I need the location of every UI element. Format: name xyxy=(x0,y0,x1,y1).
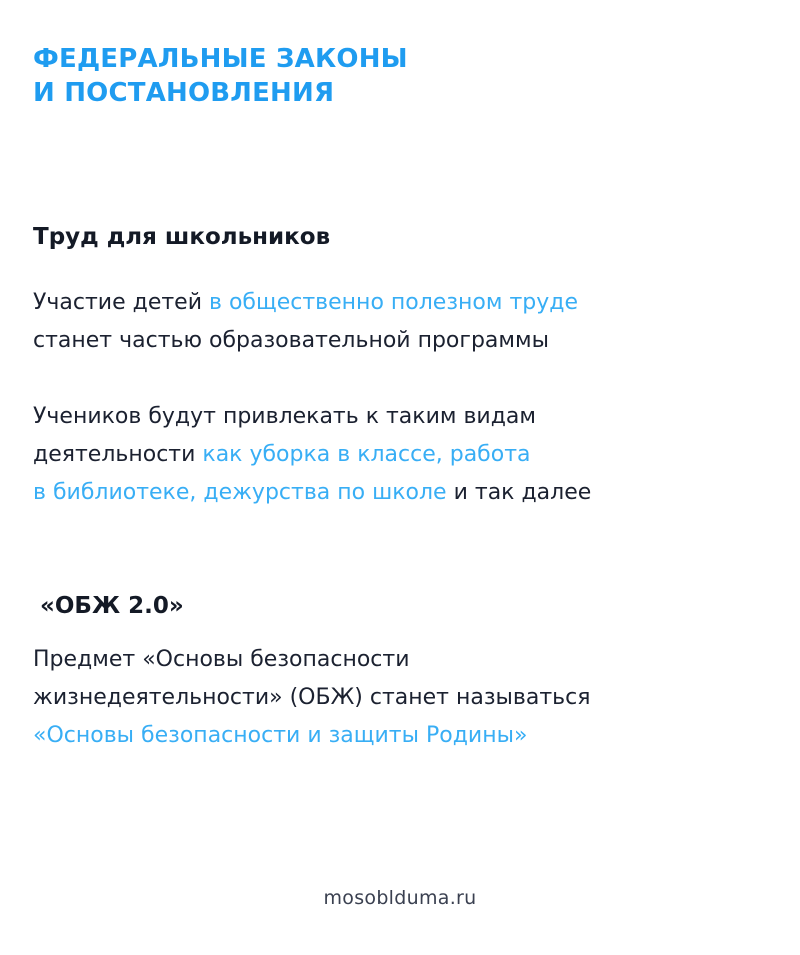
page-title-line-1: ФЕДЕРАЛЬНЫЕ ЗАКОНЫ xyxy=(33,44,408,74)
paragraph-obzh-rename xyxy=(33,641,590,755)
text-line xyxy=(33,436,591,474)
text-line: жизнедеятельности» (ОБЖ) станет называться xyxy=(33,685,591,710)
page-title-line-2: И ПОСТАНОВЛЕНИЯ xyxy=(33,78,335,108)
text-plain: и так далее xyxy=(446,480,592,505)
page-title xyxy=(33,42,408,110)
text-highlight: в библиотеке, дежурства по школе xyxy=(33,480,447,505)
text-plain: деятельности xyxy=(33,442,203,467)
text-line xyxy=(33,284,578,322)
text-highlight: как уборка в классе, работа xyxy=(202,442,531,467)
text-line: Предмет «Основы безопасности xyxy=(33,647,410,672)
text-line: Учеников будут привлекать к таким видам xyxy=(33,404,537,429)
text-line xyxy=(33,474,591,512)
section-title-obzh: «ОБЖ 2.0» xyxy=(40,593,184,619)
text-highlight: «Основы безопасности и защиты Родины» xyxy=(33,723,528,748)
text-plain: Участие детей xyxy=(33,290,210,315)
text-highlight: в общественно полезном труде xyxy=(209,290,579,315)
section-title-school-labor: Труд для школьников xyxy=(33,224,331,250)
paragraph-labor-participation xyxy=(33,284,578,360)
footer-site-url: mosobldumа.ru xyxy=(323,887,477,909)
text-line: станет частью образовательной программы xyxy=(33,328,549,353)
paragraph-labor-activities xyxy=(33,398,591,512)
